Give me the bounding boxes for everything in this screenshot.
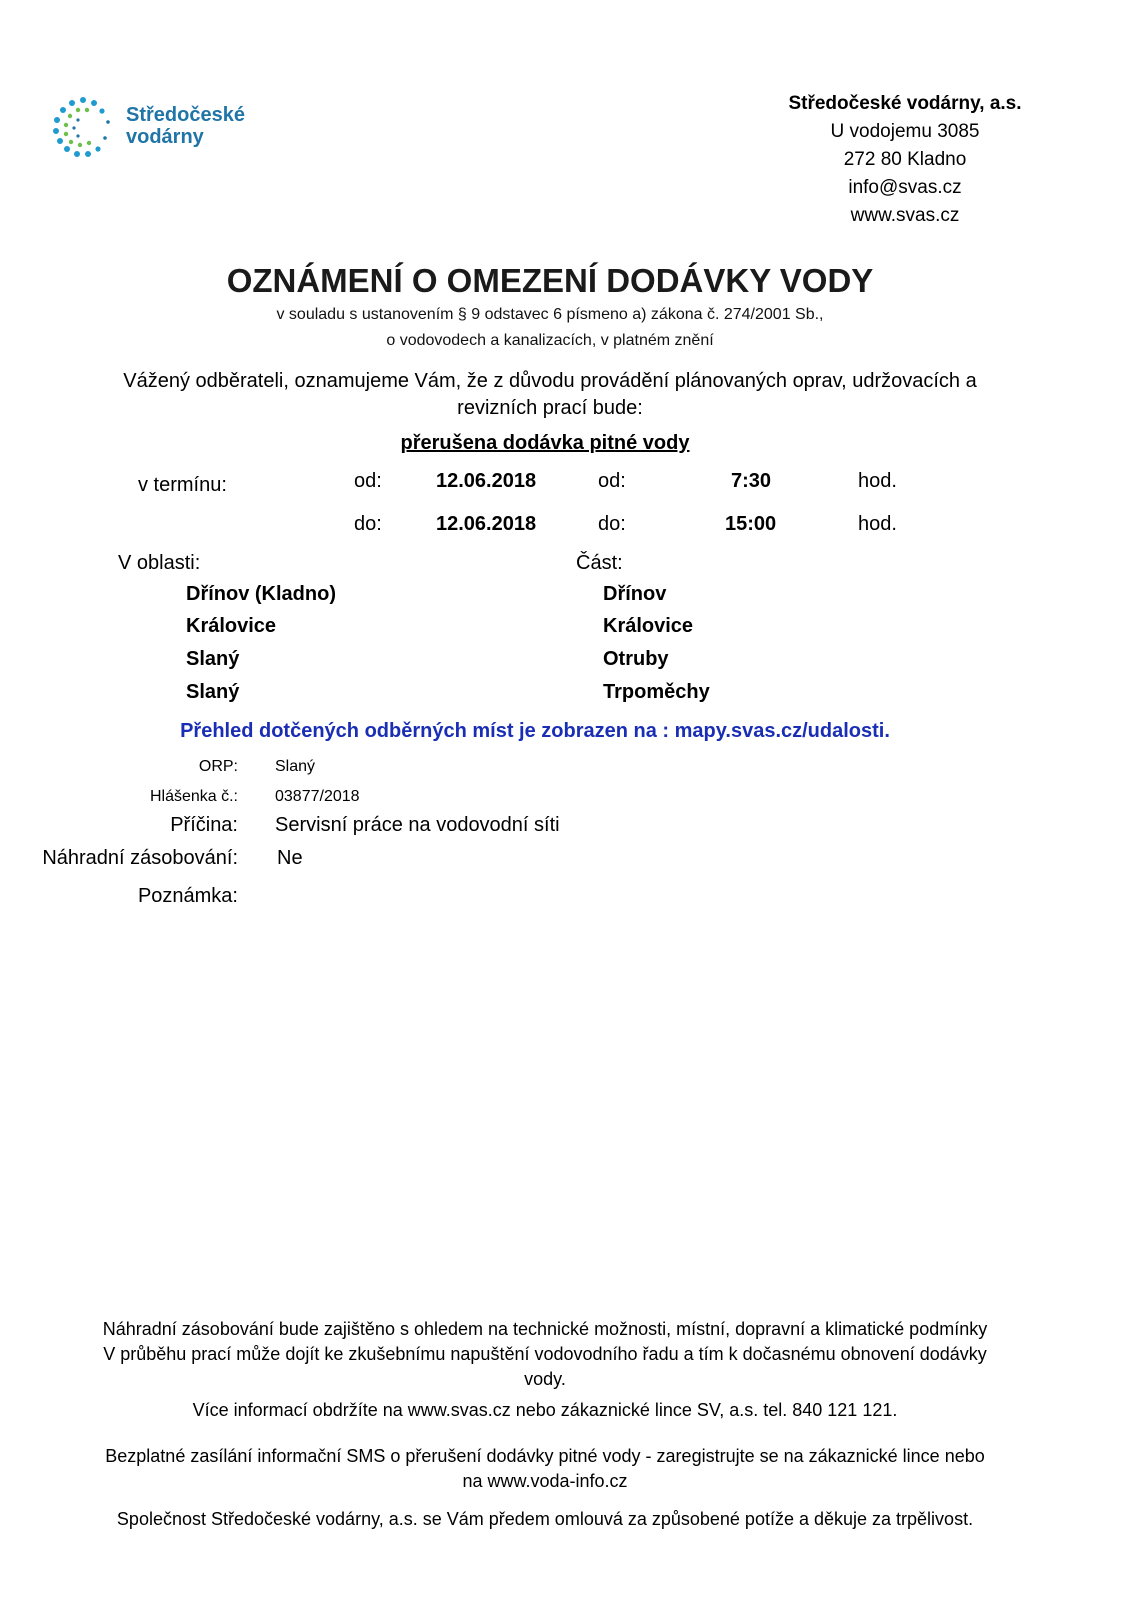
address-street: U vodojemu 3085 bbox=[830, 121, 980, 142]
subtitle-line1: v souladu s ustanovením § 9 odstavec 6 písmeno a) zákona č. 274/2001 Sb., bbox=[276, 306, 824, 323]
footer-apology: Společnost Středočeské vodárny, a.s. se Vám předem omlouvá za způsobené potíže a děkuje za trpělivost. bbox=[116, 1509, 974, 1529]
to-time-label: do: bbox=[598, 513, 626, 535]
part-label: Část: bbox=[576, 552, 623, 574]
area-name: Slaný bbox=[186, 681, 240, 703]
footer-line: na www.voda-info.cz bbox=[462, 1471, 628, 1491]
greeting-text bbox=[30, 368, 1070, 422]
replacement-label: Náhradní zásobování: bbox=[42, 847, 238, 869]
part-name: Dřínov bbox=[603, 583, 667, 605]
replacement-value: Ne bbox=[277, 847, 303, 869]
from-time-label: od: bbox=[598, 470, 626, 492]
note-label: Poznámka: bbox=[137, 885, 238, 907]
logo-text-line1: Středočeské bbox=[126, 104, 245, 126]
footer-contact: Více informací obdržíte na www.svas.cz nebo zákaznické lince SV, a.s. tel. 840 121 121. bbox=[192, 1400, 898, 1420]
water-dots-logo-icon bbox=[48, 94, 118, 160]
notice-headline: přerušena dodávka pitné vody bbox=[400, 432, 690, 454]
notice-title: OZNÁMENÍ O OMEZENÍ DODÁVKY VODY bbox=[226, 262, 874, 299]
from-date: 12.06.2018 bbox=[436, 470, 537, 492]
footer-line: V průběhu prací může dojít ke zkušebnímu napuštění vodovodního řadu a tím k dočasnému obnovení dodávky bbox=[103, 1344, 987, 1364]
footer-sms bbox=[10, 1444, 1080, 1494]
orp-label: ORP: bbox=[198, 758, 238, 775]
company-logo bbox=[48, 92, 268, 162]
report-label: Hlášenka č.: bbox=[149, 788, 238, 805]
map-link[interactable]: Přehled dotčených odběrných míst je zobrazen na : mapy.svas.cz/udalosti. bbox=[180, 720, 890, 742]
subtitle-line2: o vodovodech a kanalizacích, v platném znění bbox=[386, 332, 714, 349]
to-label: do: bbox=[354, 513, 382, 535]
area-name: Královice bbox=[186, 615, 277, 637]
address-city: 272 80 Kladno bbox=[843, 149, 967, 170]
company-name: Středočeské vodárny, a.s. bbox=[788, 93, 1022, 114]
company-address bbox=[760, 90, 1050, 230]
to-unit: hod. bbox=[858, 513, 897, 535]
footer-line: vody. bbox=[524, 1369, 566, 1389]
term-label: v termínu: bbox=[138, 474, 227, 496]
notice-subtitle bbox=[0, 302, 1100, 354]
company-email[interactable]: info@svas.cz bbox=[848, 177, 962, 198]
cause-value: Servisní práce na vodovodní síti bbox=[275, 814, 560, 836]
area-name: Slaný bbox=[186, 648, 240, 670]
from-unit: hod. bbox=[858, 470, 897, 492]
area-label: V oblasti: bbox=[118, 552, 201, 574]
greeting-line1: Vážený odběrateli, oznamujeme Vám, že z důvodu provádění plánovaných oprav, udržovacích a bbox=[123, 370, 977, 392]
report-value: 03877/2018 bbox=[275, 788, 360, 805]
orp-value: Slaný bbox=[275, 758, 316, 775]
area-name: Dřínov (Kladno) bbox=[186, 583, 336, 605]
company-website[interactable]: www.svas.cz bbox=[850, 205, 960, 226]
logo-text-line2: vodárny bbox=[126, 126, 204, 148]
from-label: od: bbox=[354, 470, 382, 492]
cause-label: Příčina: bbox=[170, 814, 238, 836]
to-date: 12.06.2018 bbox=[436, 513, 537, 535]
greeting-line2: revizních prací bude: bbox=[457, 397, 643, 419]
from-time: 7:30 bbox=[731, 470, 772, 492]
logo-text bbox=[126, 104, 245, 148]
part-name: Královice bbox=[603, 615, 694, 637]
footer-line: Bezplatné zasílání informační SMS o přerušení dodávky pitné vody - zaregistrujte se na zákaznické lince nebo bbox=[105, 1446, 985, 1466]
footer-line: Náhradní zásobování bude zajištěno s ohledem na technické možnosti, místní, dopravní a klimatické podmínky bbox=[102, 1319, 988, 1339]
part-name: Trpoměchy bbox=[603, 681, 710, 703]
to-time: 15:00 bbox=[725, 513, 777, 535]
footer-notes bbox=[10, 1317, 1080, 1392]
part-name: Otruby bbox=[603, 648, 669, 670]
